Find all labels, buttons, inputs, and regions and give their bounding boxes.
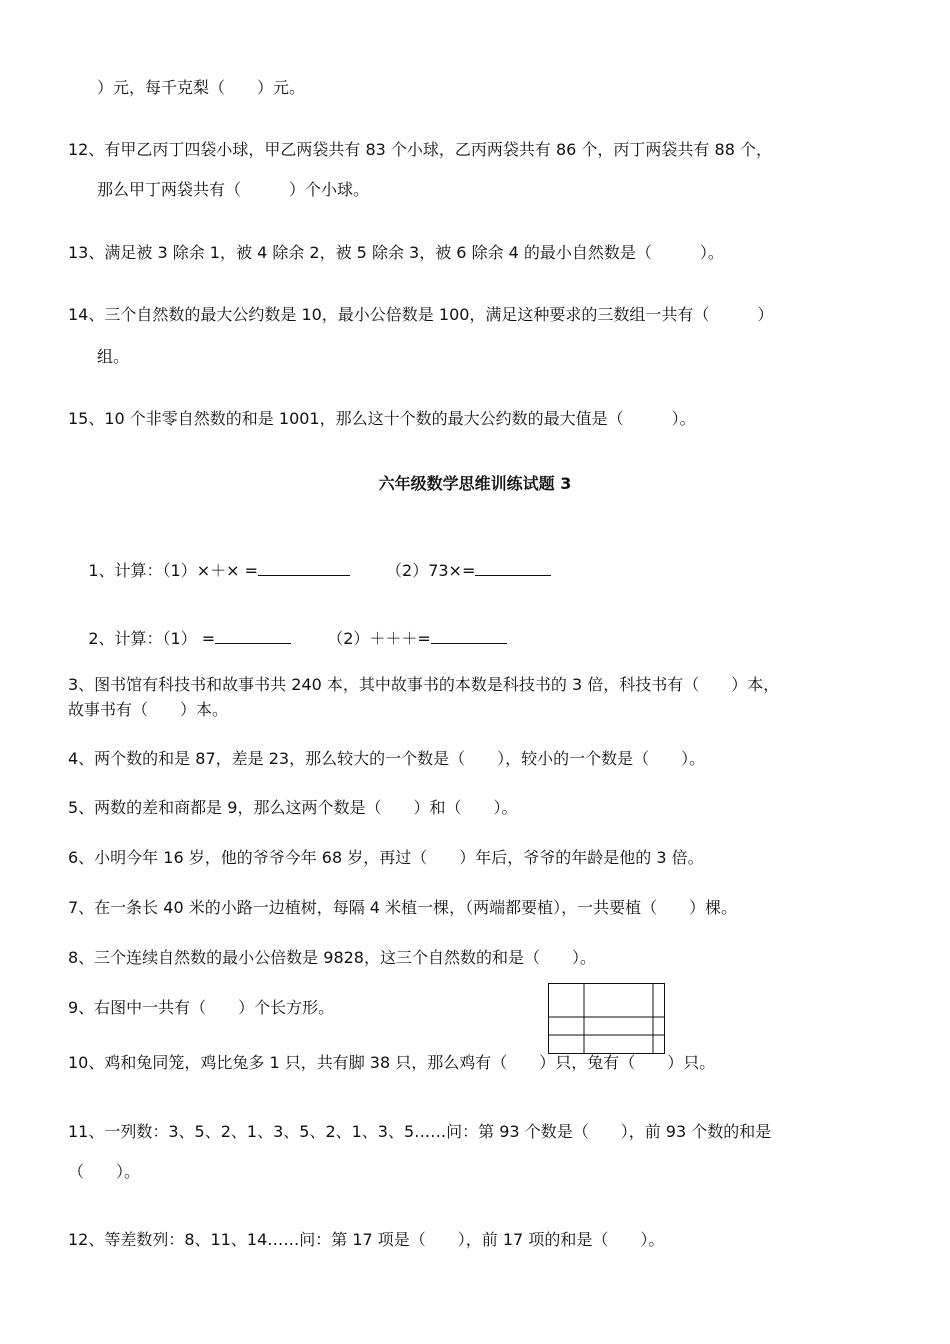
question-5: 5、两数的差和商都是 9，那么这两个数是（ ）和（ ）。 <box>68 798 518 817</box>
question-3-line2: 故事书有（ ）本。 <box>68 700 229 719</box>
question-2 <box>68 607 507 669</box>
section-title: 六年级数学思维训练试题 3 <box>378 474 572 493</box>
question-8: 8、三个连续自然数的最小公倍数是 9828，这三个自然数的和是（ ）。 <box>68 948 596 967</box>
question-13-prev: 13、满足被 3 除余 1，被 4 除余 2，被 5 除余 3，被 6 除余 4 的最小自然数是（ ）。 <box>68 243 724 262</box>
question-7: 7、在一条长 40 米的小路一边植树，每隔 4 米植一棵，（两端都要植），一共要植（ ）棵。 <box>68 898 738 917</box>
question-15-prev: 15、10 个非零自然数的和是 1001，那么这十个数的最大公约数的最大值是（ ）。 <box>68 409 696 428</box>
question-11-line2: （ ）。 <box>68 1162 141 1181</box>
question-12-prev-line1: 12、有甲乙丙丁四袋小球，甲乙两袋共有 83 个小球，乙丙两袋共有 86 个，丙丁两袋共有 88 个， <box>68 140 772 159</box>
question-3-line1: 3、图书馆有科技书和故事书共 240 本，其中故事书的本数是科技书的 3 倍，科技书有（ ）本， <box>68 675 780 694</box>
question-14-prev-line1: 14、三个自然数的最大公约数是 10，最小公倍数是 100，满足这种要求的三数组一共有（ ） <box>68 305 774 324</box>
question-6: 6、小明今年 16 岁，他的爷爷今年 68 岁，再过（ ）年后，爷爷的年龄是他的 3 倍。 <box>68 848 704 867</box>
answer-blank <box>475 559 551 576</box>
question-4: 4、两个数的和是 87，差是 23，那么较大的一个数是（ ），较小的一个数是（ ）。 <box>68 749 706 768</box>
question-2-part2: （2）＋＋＋= <box>327 629 431 648</box>
question-1-part1: 1、计算：（1）×＋× = <box>88 561 259 580</box>
answer-blank <box>431 627 507 644</box>
question-12: 12、等差数列：8、11、14……问：第 17 项是（ ），前 17 项的和是（ ）。 <box>68 1230 665 1249</box>
question-2-part1: 2、计算：（1） = <box>88 629 216 648</box>
answer-blank <box>215 627 291 644</box>
question-1-part2: （2）73×= <box>386 561 476 580</box>
answer-blank <box>258 559 350 576</box>
rectangle-grid-figure <box>548 983 665 1054</box>
question-9: 9、右图中一共有（ ）个长方形。 <box>68 998 335 1017</box>
continued-line: ）元，每千克梨（ ）元。 <box>97 78 306 97</box>
question-11-line1: 11、一列数：3、5、2、1、3、5、2、1、3、5……问：第 93 个数是（ ），前 93 个数的和是 <box>68 1122 772 1141</box>
grid-outer-border <box>549 984 665 1054</box>
question-14-prev-line2: 组。 <box>97 347 130 366</box>
question-1 <box>68 539 551 601</box>
question-12-prev-line2: 那么甲丁两袋共有（ ）个小球。 <box>97 180 370 199</box>
question-10: 10、鸡和兔同笼，鸡比兔多 1 只，共有脚 38 只，那么鸡有（ ）只，兔有（ ）只。 <box>68 1053 716 1072</box>
